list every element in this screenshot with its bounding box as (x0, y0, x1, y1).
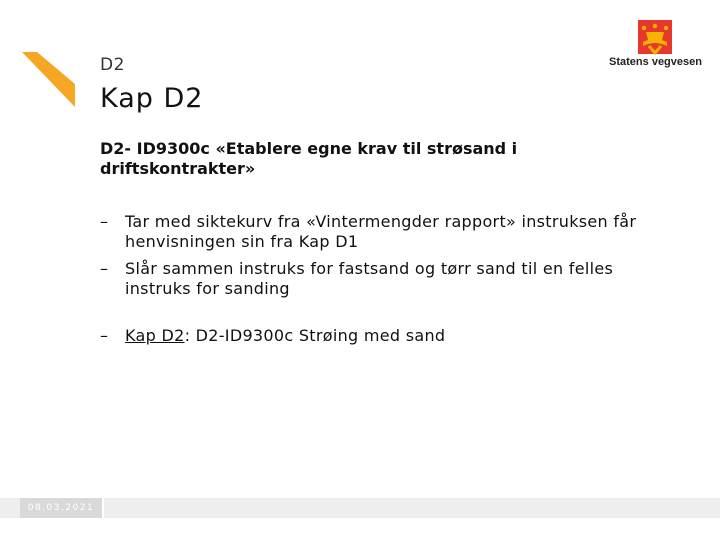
statens-vegvesen-emblem-icon (632, 18, 678, 56)
bullet-dash: – (100, 212, 109, 231)
slide-title: Kap D2 (100, 83, 204, 114)
orange-accent-shape (0, 0, 80, 110)
bullet-item (100, 212, 660, 252)
bullet-text: : D2-ID9300c Strøing med sand (184, 326, 446, 345)
bullet-list (100, 212, 660, 353)
footer-divider (102, 498, 104, 518)
logo-wordmark: Statens vegvesen (609, 56, 702, 68)
footer-date: 08.03.2021 (20, 498, 102, 518)
statens-vegvesen-logo (608, 18, 703, 70)
bullet-item (100, 259, 660, 299)
footer-bar (0, 498, 720, 518)
bullet-item-kap-d2 (100, 326, 660, 346)
bullet-text: Slår sammen instruks for fastsand og tørr sand til en felles instruks for sanding (125, 259, 614, 298)
section-label: D2 (100, 55, 125, 75)
kap-d2-link[interactable]: Kap D2 (125, 326, 185, 345)
slide-subheading: D2- ID9300c «Etablere egne krav til strøsand i driftskontrakter» (100, 139, 518, 178)
bullet-text: Tar med siktekurv fra «Vintermengder rapport» instruksen får henvisningen sin fra Kap D1 (125, 212, 637, 251)
bullet-dash: – (100, 326, 109, 345)
bullet-dash: – (100, 259, 109, 278)
